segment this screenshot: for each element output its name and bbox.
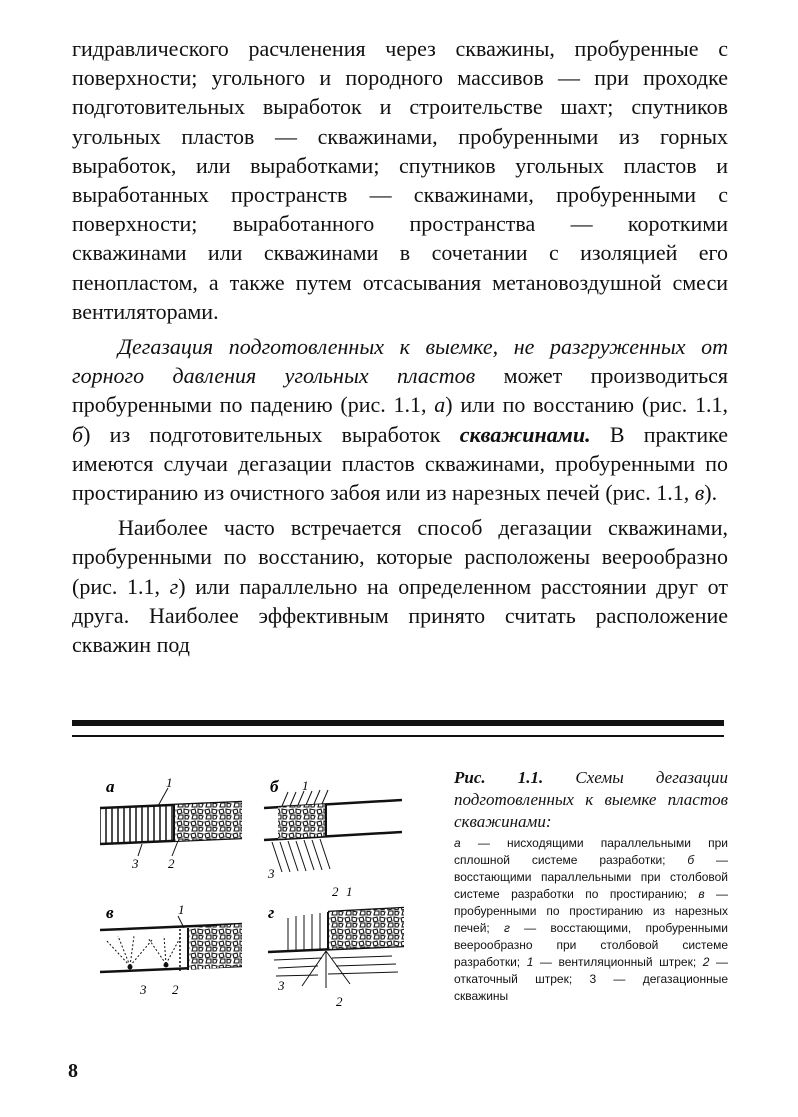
label-2: 2 <box>168 856 175 871</box>
text-run: ) или по восстанию (рис. 1.1, <box>445 392 728 418</box>
legend-key: г <box>504 921 510 935</box>
text-run: может производиться пробуренными по падению (рис. 1.1, <box>72 363 728 418</box>
text-run: ) или параллельно на определенном расстоянии друг от друга. Наиболее эффективным принято считать расположение скважин под <box>72 573 729 658</box>
legend-text: — нисходящими параллельными при сплошной системе разработки; <box>454 836 728 867</box>
legend-text: — восстающими, пробуренными веерообразно при столбовой системе разработки; <box>454 921 728 969</box>
label-2: 2 <box>172 982 179 997</box>
legend-key: а <box>454 836 461 850</box>
separator-thin <box>72 735 724 737</box>
emphasis-term: скважинами. <box>459 421 591 447</box>
legend-text: — восстающими параллельными при столбовой системе разработки по простиранию; <box>454 853 729 901</box>
figure-caption <box>454 767 728 1005</box>
legend-key: в <box>698 887 705 901</box>
legend-key: 1 <box>526 955 534 969</box>
caption-legend <box>454 835 728 1005</box>
scheme-g <box>268 903 404 1009</box>
label-1: 1 <box>178 902 185 917</box>
figure-ref: г <box>169 573 179 599</box>
label-1: 1 <box>346 884 353 899</box>
figure-ref: а <box>434 392 446 418</box>
legend-text: — откаточный штрек; <box>454 955 728 986</box>
italic-lead: Дегазация подготовленных к выемке, не разгруженных от горного давления угольных пластов <box>72 334 728 389</box>
figure-number: Рис. 1.1. <box>454 768 544 787</box>
text-run: Наиболее часто встречается способ дегазации скважинами, пробуренными по восстанию, которые расположены веерообразно (рис. 1.1, <box>72 515 728 599</box>
label-3: 3 <box>278 978 285 993</box>
body-text <box>72 34 728 665</box>
label-1: 1 <box>166 775 173 790</box>
caption-title <box>454 767 728 833</box>
legend-text: — дегазационные скважины <box>454 972 728 1003</box>
legend-text: — пробуренными по простиранию из нарезных печей; <box>454 887 728 935</box>
legend-key: 3 <box>589 972 597 986</box>
figure-1-1-schemes <box>92 772 422 1022</box>
label-3: 3 <box>268 866 275 881</box>
label-1: 1 <box>302 778 309 793</box>
text-run: ). <box>704 480 718 506</box>
scheme-b <box>264 777 402 899</box>
paragraph-2 <box>72 332 728 507</box>
legend-text: — вентиляционный штрек; <box>533 955 703 969</box>
scheme-g-label: г <box>268 903 275 922</box>
scheme-b-label: б <box>270 777 279 796</box>
page-number: 8 <box>68 1060 78 1082</box>
label-3: 3 <box>140 982 147 997</box>
label-2: 2 <box>336 994 343 1009</box>
caption-title-text: Схемы дегазации подготовленных к выемке пластов скважинами: <box>454 768 728 831</box>
label-2: 2 <box>332 884 339 899</box>
paragraph-3 <box>72 513 728 659</box>
figure-ref: б <box>72 421 84 447</box>
scheme-v <box>100 902 242 997</box>
legend-key: 2 <box>702 955 710 969</box>
scheme-a <box>100 775 242 871</box>
paragraph-1: гидравлического расчленения через скважины, пробуренные с поверхности; угольного и породного массивов — при проходке подготовительных выработок и строительстве шахт; спутников угольных пластов — скважинами, пробуренными из горных выработок, или выработками; спутников угольных пластов и выработанных пространств — скважинами, пробуренными с поверхности; выработанного пространства — короткими скважинами или скважинами в сочетании с изоляцией его пенопластом, а также путем отсасывания метановоздушной смеси вентиляторами. <box>72 36 728 324</box>
figure-ref: в <box>694 480 705 506</box>
separator-thick <box>72 720 724 726</box>
text-run: В практике имеются случаи дегазации пластов скважинами, пробуренными по простиранию из очистного забоя или из нарезных печей (рис. 1.1, <box>72 421 729 506</box>
legend-key: б <box>687 853 695 867</box>
scheme-v-label: в <box>106 903 114 922</box>
label-3: 3 <box>132 856 139 871</box>
scheme-a-label: а <box>106 777 115 796</box>
text-run: ) из подготовительных выработок <box>83 421 460 447</box>
